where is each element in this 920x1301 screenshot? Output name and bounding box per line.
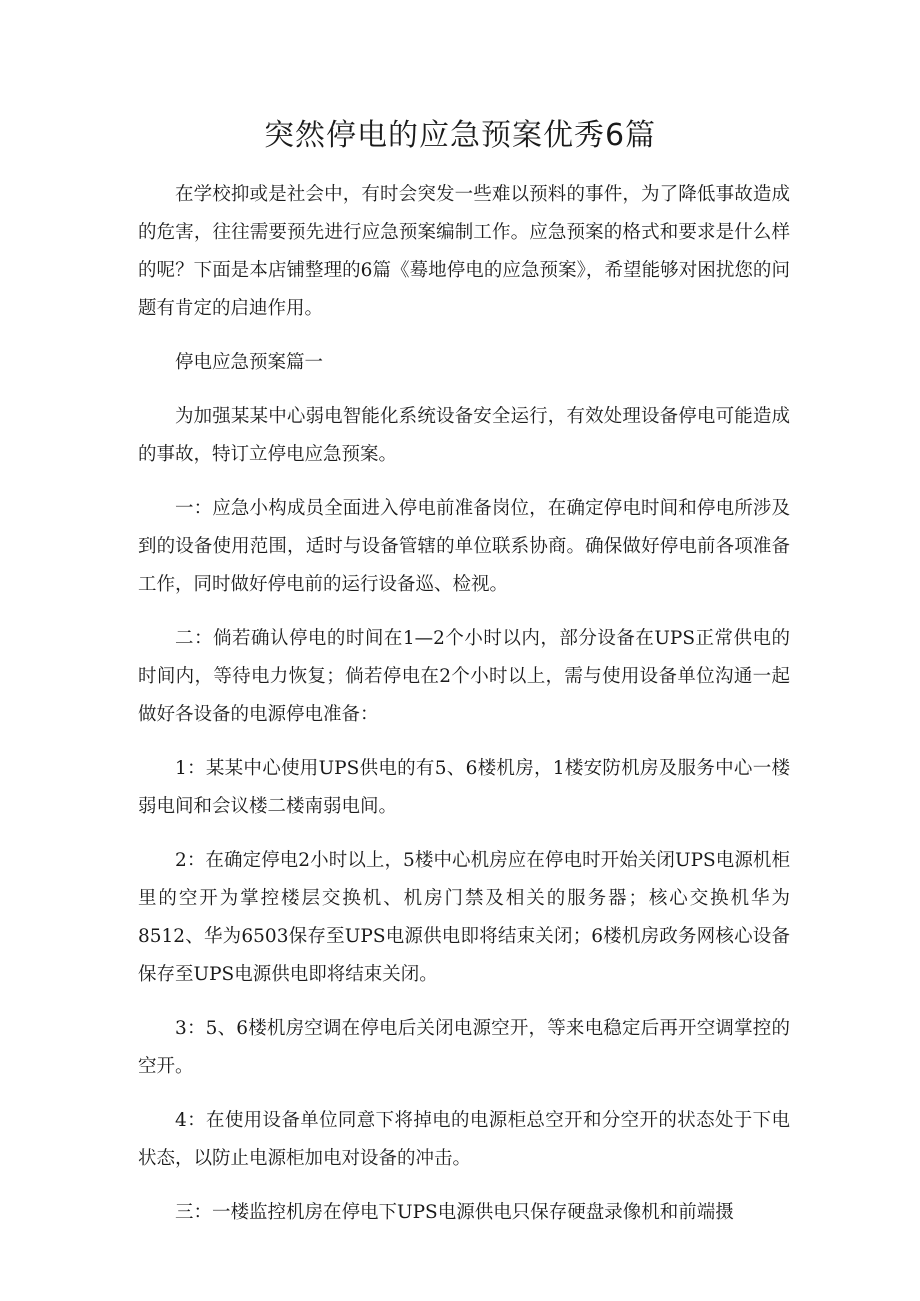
body-paragraph: 为加强某某中心弱电智能化系统设备安全运行，有效处理设备停电可能造成的事故，特订立停电应急预案。 <box>138 406 790 465</box>
body-paragraph: 三：一楼监控机房在停电下UPS电源供电只保存硬盘录像机和前端摄 <box>175 1202 734 1223</box>
body-paragraph: 3：5、6楼机房空调在停电后关闭电源空开，等来电稳定后再开空调掌控的空开。 <box>138 1018 790 1077</box>
body-paragraph: 2：在确定停电2小时以上，5楼中心机房应在停电时开始关闭UPS电源机柜里的空开为掌控楼层交换机、机房门禁及相关的服务器；核心交换机华为8512、华为6503保存至UPS电源供电即将结束关闭；6楼机房政务网核心设备保存至UPS电源供电即将结束关闭。 <box>138 850 790 985</box>
intro-paragraph: 在学校抑或是社会中，有时会突发一些难以预料的事件，为了降低事故造成的危害，往往需要预先进行应急预案编制工作。应急预案的格式和要求是什么样的呢？下面是本店铺整理的6篇《蓦地停电的应急预案》，希望能够对困扰您的问题有肯定的启迪作用。 <box>138 184 790 319</box>
body-paragraph: 1：某某中心使用UPS供电的有5、6楼机房，1楼安防机房及服务中心一楼弱电间和会议楼二楼南弱电间。 <box>138 758 790 817</box>
body-paragraph: 二：倘若确认停电的时间在1—2个小时以内，部分设备在UPS正常供电的时间内，等待电力恢复；倘若停电在2个小时以上，需与使用设备单位沟通一起做好各设备的电源停电准备： <box>138 628 790 725</box>
document-title: 突然停电的应急预案优秀6篇 <box>263 118 657 153</box>
section-heading: 停电应急预案篇一 <box>175 352 324 373</box>
body-paragraph: 一：应急小构成员全面进入停电前准备岗位，在确定停电时间和停电所涉及到的设备使用范围，适时与设备管辖的单位联系协商。确保做好停电前各项准备工作，同时做好停电前的运行设备巡、检视。 <box>138 498 790 595</box>
document-body <box>138 176 790 1248</box>
body-paragraph: 4：在使用设备单位同意下将掉电的电源柜总空开和分空开的状态处于下电状态，以防止电源柜加电对设备的冲击。 <box>138 1110 790 1169</box>
